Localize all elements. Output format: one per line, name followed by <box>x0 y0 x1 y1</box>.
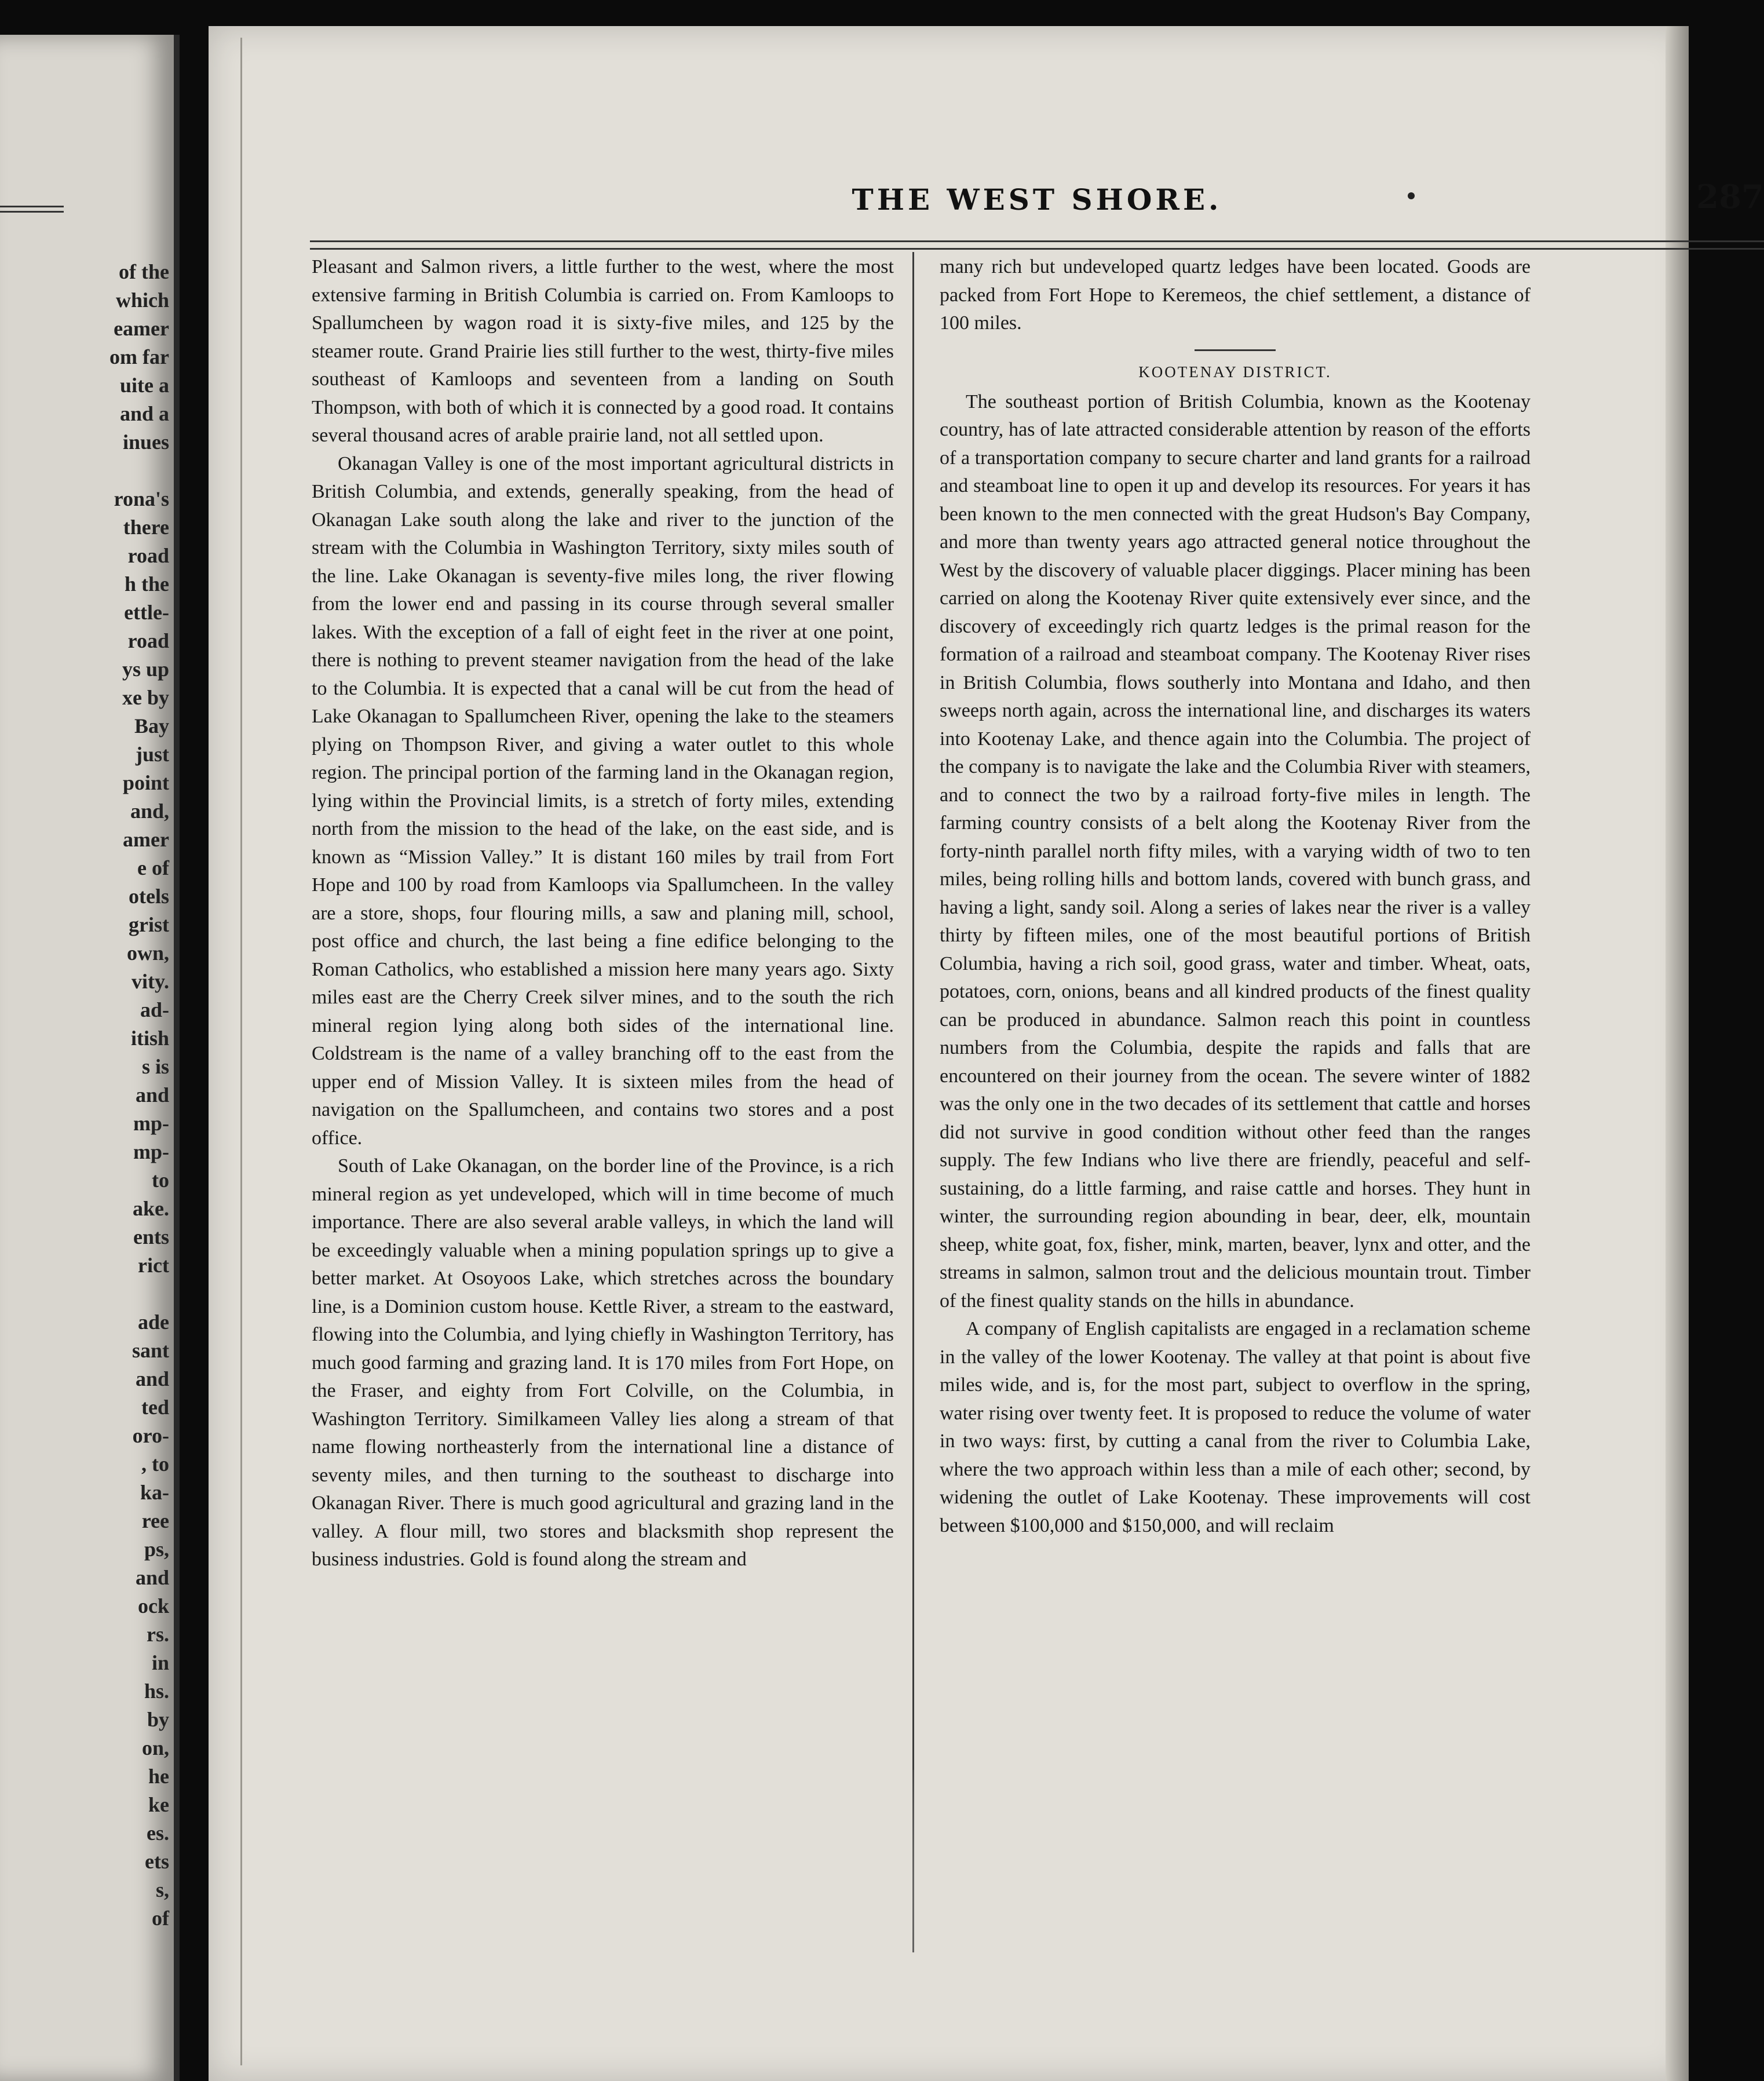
column-divider <box>912 252 914 1952</box>
facing-page-fragment: ents <box>133 1225 169 1248</box>
paragraph: many rich but undeveloped quartz ledges have been located. Goods are packed from Fort Hope to Keremeos, the chief settlement, a distance of 100 miles. <box>940 256 1531 334</box>
facing-page-fragment: which <box>115 289 169 312</box>
facing-page-fragment: amer <box>123 828 169 851</box>
facing-page-fragment: oro- <box>132 1424 169 1447</box>
facing-page-fragment: rona's <box>114 487 169 510</box>
facing-page-fragment: ys up <box>122 658 169 681</box>
facing-page-fragment: xe by <box>122 686 169 709</box>
facing-page-fragment: mp- <box>133 1112 169 1135</box>
page-number: 287 <box>1696 178 1764 216</box>
left-column <box>312 253 894 1574</box>
right-column <box>940 253 1531 1540</box>
section-divider <box>1195 349 1276 351</box>
facing-page-fragment: itish <box>130 1027 169 1050</box>
facing-page-fragment: and <box>135 1566 169 1589</box>
facing-page-fragment: inues <box>122 430 169 454</box>
facing-page-fragment: uite a <box>120 374 169 397</box>
facing-page-fragment: mp- <box>133 1140 169 1163</box>
facing-page-fragment: hs. <box>144 1680 169 1703</box>
facing-page-fragment: and <box>135 1083 169 1107</box>
facing-page-fragment: ock <box>138 1594 169 1618</box>
facing-page-fragment: ps, <box>144 1538 169 1561</box>
gutter-line <box>240 38 242 2065</box>
paragraph: Pleasant and Salmon rivers, a little further to the west, where the most extensive farming in British Columbia is carried on. From Kamloops to Spallumcheen by wagon road it is sixty-five miles, and 125 by the steamer route. Grand Prairie lies still further to the west, thirty-five miles southeast of Kamloops and seventeen from a landing on South Thompson, with both of which it is connected by a good road. It contains several thousand acres of arable prairie land, not all settled upon. <box>312 256 894 446</box>
facing-page-fragment: s, <box>155 1878 169 1901</box>
paragraph: The southeast portion of British Columbia, known as the Kootenay country, has of late attracted considerable attention by reason of the efforts of a transportation company to secure charter and land grants for a railroad and steamboat line to open it up and develop its resources. For years it has been known to the men connected with the great Hudson's Bay Company, and more than twenty years ago attracted general notice throughout the West by the discovery of valuable placer diggings. Placer mining has been carried on along the Kootenay River quite extensively ever since, and the discovery of exceedingly rich quartz ledges is the primal reason for the formation of a railroad and steamboat company. The Kootenay River rises in British Columbia, flows southerly into Montana and Idaho, and then sweeps north again, across the international line, and discharges its waters into Kootenay Lake, and thence again into the Columbia. The project of the company is to navigate the lake and the Columbia River with steamers, and to connect the two by a railroad forty-five miles in length. The farming country consists of a belt along the Kootenay River from the forty-ninth parallel north fifty miles, with a varying width of two to ten miles, being rolling hills and bottom lands, covered with bunch grass, and having a light, sandy soil. Along a series of lakes near the river is a valley thirty by fifteen miles, one of the most beautiful portions of British Columbia, having a rich soil, good grass, water and timber. Wheat, oats, potatoes, corn, onions, beans and all kindred products of the finest quality can be produced in abundance. Salmon reach this point in countless numbers from the Columbia, despite the rapids and falls that are encountered on their journey from the ocean. The severe winter of 1882 was the only one in the two decades of its settlement that cattle and horses did not survive in good condition without other feed than the ranges supply. The few Indians who live there are friendly, peaceful and self-sustaining, do a little farming, and raise cattle and horses. They hunt in winter, the surrounding region abounding in bear, deer, elk, mountain sheep, white goat, fox, fisher, mink, marten, beaver, lynx and otter, and the streams in salmon, salmon trout and the delicious mountain trout. Timber of the finest quality stands on the hills in abundance. <box>940 390 1531 1312</box>
facing-page-fragment: and <box>135 1367 169 1390</box>
facing-page-fragment: grist <box>129 913 169 936</box>
facing-page-fragment: sant <box>132 1339 169 1362</box>
facing-page-fragment: otels <box>129 885 169 908</box>
facing-page-fragment: just <box>135 743 169 766</box>
facing-page-fragment: es. <box>147 1821 169 1845</box>
facing-page-fragment: Bay <box>134 714 169 738</box>
facing-page-fragment: there <box>123 516 169 539</box>
page <box>209 26 1764 2081</box>
facing-page-fragment: ad- <box>140 998 169 1021</box>
paragraph: A company of English capitalists are engaged in a reclamation scheme in the valley of the lower Kootenay. The valley at that point is about five miles wide, and is, for the most part, subject to overflow in the spring, water rising over twenty feet. It is proposed to reduce the volume of water in two ways: first, by cutting a canal from the river to Columbia Lake, where the two approach within less than a mile of each other; second, by widening the outlet of Lake Kootenay. These improvements will cost between $100,000 and $150,000, and will reclaim <box>940 1318 1531 1536</box>
running-header <box>310 178 1764 229</box>
facing-page-fragment <box>82 1280 169 1308</box>
facing-page-fragment: eamer <box>114 317 169 340</box>
facing-page-fragment: ade <box>138 1310 169 1334</box>
facing-page-fragment: on, <box>141 1736 169 1759</box>
facing-page-fragment: road <box>127 544 169 567</box>
facing-page-fragment: h the <box>124 572 169 596</box>
facing-page-fragment: and a <box>119 402 169 425</box>
facing-page-fragment: own, <box>126 941 169 965</box>
facing-page-fragment: ake. <box>133 1197 169 1220</box>
facing-page-fragment: , to <box>141 1452 169 1476</box>
facing-page-fragment: ets <box>145 1850 169 1873</box>
facing-page-fragment: e of <box>137 856 169 879</box>
section-heading: KOOTENAY DISTRICT. <box>1138 363 1332 381</box>
facing-page-fragment: by <box>147 1708 169 1731</box>
paragraph: South of Lake Okanagan, on the border line of the Province, is a rich mineral region as yet undeveloped, which will in time become of much importance. There are also several arable valleys, in which the land will be exceedingly valuable when a mining population springs up to give a better market. At Osoyoos Lake, which stretches across the boundary line, is a Dominion custom house. Kettle River, a stream to the eastward, flowing into the Columbia, and lying chiefly in Washington Territory, has much good farming and grazing land. It is 170 miles from Fort Hope, on the Fraser, and eighty from Fort Colville, on the Columbia, in Washington Territory. Similkameen Valley lies along a stream of that name flowing northeasterly from the international line a distance of seventy miles, and then turning to the southeast to discharge into Okanagan River. There is much good agricultural and grazing land in the valley. A flour mill, two stores and blacksmith shop represent the business industries. Gold is found along the stream and <box>312 1155 894 1570</box>
facing-page-fragment: rict <box>138 1254 169 1277</box>
facing-page-edge <box>0 35 180 2081</box>
facing-page-fragment: of <box>152 1907 169 1930</box>
facing-page-fragment <box>82 457 169 485</box>
facing-page-fragment: vity. <box>131 970 169 993</box>
facing-page-fragment: s is <box>141 1055 169 1078</box>
facing-page-fragment: ka- <box>140 1481 169 1504</box>
facing-page-fragment: rs. <box>147 1623 169 1646</box>
facing-page-fragment: point <box>122 771 169 794</box>
facing-page-fragment: of the <box>119 260 169 283</box>
facing-page-fragment: ke <box>148 1793 169 1816</box>
header-double-rule <box>310 240 1764 250</box>
facing-page-fragment: ree <box>141 1509 169 1532</box>
facing-page-fragment: to <box>152 1169 169 1192</box>
facing-page-text-fragments <box>82 258 169 1933</box>
facing-page-header-rule <box>0 206 64 216</box>
facing-page-fragment: he <box>148 1765 169 1788</box>
facing-page-fragment: om far <box>109 345 169 368</box>
page-edge-shadow <box>1666 26 1689 2081</box>
facing-page-fragment: in <box>151 1651 169 1674</box>
facing-page-fragment: road <box>127 629 169 652</box>
paragraph: Okanagan Valley is one of the most important agricultural districts in British Columbia, and extends, generally speaking, from the head of Okanagan Lake south along the lake and river to the junction of the stream with the Columbia in Washington Territory, sixty miles south of the line. Lake Okanagan is seventy-five miles long, the river flowing from the lower end and passing in its course through several smaller lakes. With the exception of a fall of eight feet in the river at one point, there is nothing to prevent steamer navigation from the head of the lake to the Columbia. It is expected that a canal will be cut from the head of Lake Okanagan to Spallumcheen River, opening the lake to the steamers plying on Thompson River, and giving a water outlet to this whole region. The principal portion of the farming land in the Okanagan region, lying within the Provincial limits, is a stretch of forty miles, extending north from the mission to the head of the lake, on the east side, and is known as “Mission Valley.” It is distant 160 miles by trail from Fort Hope and 100 by road from Kamloops via Spallumcheen. In the valley are a store, shops, four flouring mills, a saw and planing mill, school, post office and church, the last being a fine edifice belonging to the Roman Catholics, who established a mission here many years ago. Sixty miles east are the Cherry Creek silver mines, and to the south the rich mineral region lying along both sides of the international line. Coldstream is the name of a valley branching off to the east from the upper end of Mission Valley. It is sixteen miles from the head of navigation on the Spallumcheen, and contains two stores and a post office. <box>312 452 894 1149</box>
facing-page-fragment: and, <box>130 799 169 823</box>
facing-page-fragment: ettle- <box>124 601 169 624</box>
facing-page-fragment: ted <box>141 1396 169 1419</box>
photocopy-fade <box>881 1770 1124 2036</box>
page-title: THE WEST SHORE. <box>852 182 1222 217</box>
